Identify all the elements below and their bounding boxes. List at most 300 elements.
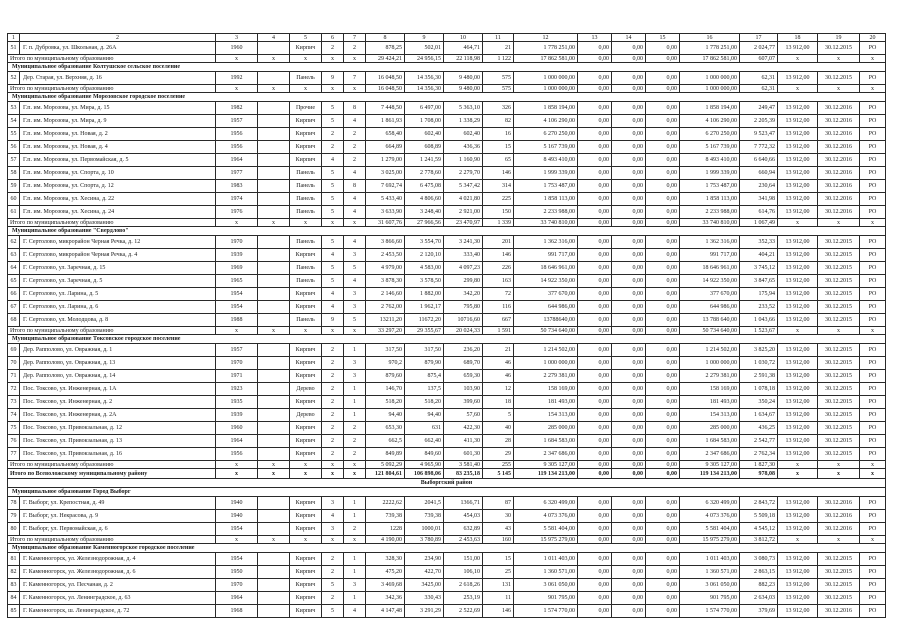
table-cell: 1 030,72 xyxy=(740,357,778,370)
table-cell: 0,00 xyxy=(578,566,612,579)
table-cell: 575 xyxy=(483,72,514,85)
table-cell: 150 xyxy=(483,206,514,219)
table-cell: 0,00 xyxy=(612,553,646,566)
table-cell: 436,25 xyxy=(740,422,778,435)
section-heading-row xyxy=(8,63,886,72)
total-cell: 15 975 279,00 xyxy=(514,536,578,544)
total-cell: 1 591 xyxy=(483,327,514,335)
table-cell xyxy=(258,180,290,193)
table-cell: 30.12.2015 xyxy=(818,344,860,357)
table-cell: РО xyxy=(860,422,886,435)
subtotal-row xyxy=(8,85,886,93)
table-cell: 16 048,50 xyxy=(366,72,405,85)
table-cell xyxy=(258,301,290,314)
table-cell: 30.12.2015 xyxy=(818,566,860,579)
table-cell: 4 xyxy=(322,288,344,301)
table-cell xyxy=(258,141,290,154)
table-cell: 0,00 xyxy=(612,497,646,510)
address-cell: Дер. Рапполово, ул. Овражная, д. 1 xyxy=(20,344,216,357)
total-label: Итого по Всеволожскому муниципальному району xyxy=(8,469,216,479)
table-cell: 146,70 xyxy=(366,383,405,396)
table-cell: 1982 xyxy=(216,102,258,115)
table-cell: 154 313,00 xyxy=(680,409,740,422)
table-cell: 94,40 xyxy=(366,409,405,422)
table-cell: 0,00 xyxy=(646,605,680,618)
table-cell: 1 360 571,00 xyxy=(680,566,740,579)
table-cell: 82 xyxy=(483,115,514,128)
table-row xyxy=(8,422,886,435)
section-heading: Муниципальное образование "Свердлово" xyxy=(8,227,886,236)
table-cell: 0,00 xyxy=(612,154,646,167)
table-cell: 3425,00 xyxy=(405,579,444,592)
table-cell: 13 912,00 xyxy=(778,422,818,435)
table-cell: Панель xyxy=(290,193,322,206)
table-cell: 0,00 xyxy=(646,523,680,536)
table-cell: 2 024,77 xyxy=(740,42,778,55)
table-cell xyxy=(258,357,290,370)
table-cell: 0,00 xyxy=(578,422,612,435)
table-cell: 69 xyxy=(8,344,20,357)
table-cell: 62,31 xyxy=(740,72,778,85)
total-cell: х xyxy=(258,327,290,335)
total-cell: х xyxy=(216,461,258,469)
table-cell: 1940 xyxy=(216,510,258,523)
table-cell: 30.12.2015 xyxy=(818,579,860,592)
total-cell: х xyxy=(290,85,322,93)
table-cell: 5 xyxy=(322,605,344,618)
table-cell: 46 xyxy=(483,357,514,370)
table-cell: 0,00 xyxy=(612,566,646,579)
total-cell: 106 898,06 xyxy=(405,469,444,479)
total-cell: х xyxy=(818,85,860,93)
table-cell: 13 912,00 xyxy=(778,275,818,288)
table-row xyxy=(8,193,886,206)
table-cell: 4 097,23 xyxy=(444,262,483,275)
table-cell: 1 360 571,00 xyxy=(514,566,578,579)
table-cell: 0,00 xyxy=(646,249,680,262)
table-cell: РО xyxy=(860,592,886,605)
total-cell: х xyxy=(290,461,322,469)
table-cell: 73 xyxy=(8,396,20,409)
total-cell: 1 000 000,00 xyxy=(514,85,578,93)
table-cell: РО xyxy=(860,510,886,523)
table-cell: 233,52 xyxy=(740,301,778,314)
total-cell: х xyxy=(258,55,290,63)
table-cell: 13 912,00 xyxy=(778,249,818,262)
table-cell: 7 772,32 xyxy=(740,141,778,154)
table-cell: 518,20 xyxy=(366,396,405,409)
table-cell: 2 xyxy=(322,566,344,579)
table-cell: 341,98 xyxy=(740,193,778,206)
table-cell: 0,00 xyxy=(578,115,612,128)
total-cell: х xyxy=(258,85,290,93)
total-cell: х xyxy=(860,55,886,63)
table-cell: 2 522,69 xyxy=(444,605,483,618)
table-cell: 103,90 xyxy=(444,383,483,396)
column-number: 18 xyxy=(778,34,818,42)
table-cell xyxy=(258,236,290,249)
table-cell: РО xyxy=(860,102,886,115)
table-cell: 0,00 xyxy=(646,236,680,249)
table-cell: 15 xyxy=(483,141,514,154)
table-cell: 3 080,73 xyxy=(740,553,778,566)
table-cell: 63 xyxy=(8,249,20,262)
table-cell: 2 xyxy=(344,435,366,448)
table-cell: 59 xyxy=(8,180,20,193)
table-cell: 2 279 381,00 xyxy=(514,370,578,383)
table-cell: 13 912,00 xyxy=(778,167,818,180)
table-cell: 30.12.2015 xyxy=(818,435,860,448)
table-cell xyxy=(258,154,290,167)
table-cell: 163 xyxy=(483,275,514,288)
total-cell: 2 453,63 xyxy=(444,536,483,544)
table-cell: 901 795,00 xyxy=(680,592,740,605)
total-cell: х xyxy=(344,469,366,479)
total-cell: 4 965,90 xyxy=(405,461,444,469)
column-number: 7 xyxy=(344,34,366,42)
table-cell: 6 640,66 xyxy=(740,154,778,167)
total-cell: 31 607,76 xyxy=(366,219,405,227)
table-cell: 3 554,70 xyxy=(405,236,444,249)
table-cell: 13 912,00 xyxy=(778,497,818,510)
total-cell: х xyxy=(818,219,860,227)
table-row xyxy=(8,154,886,167)
table-cell: 2 xyxy=(344,42,366,55)
table-cell: 0,00 xyxy=(612,262,646,275)
table-cell: 9 480,00 xyxy=(444,72,483,85)
table-cell: 2 279 381,00 xyxy=(680,370,740,383)
total-cell: х xyxy=(290,327,322,335)
table-cell: 7 448,50 xyxy=(366,102,405,115)
total-label: Итого по муниципальному образованию xyxy=(8,536,216,544)
address-cell: Пос. Токсово, ул. Привокзальная, д. 12 xyxy=(20,422,216,435)
table-cell: 0,00 xyxy=(612,448,646,461)
table-cell: 0,00 xyxy=(646,370,680,383)
table-cell: 2 542,77 xyxy=(740,435,778,448)
table-cell xyxy=(258,370,290,383)
table-cell: 0,00 xyxy=(612,288,646,301)
table-cell: 13 912,00 xyxy=(778,370,818,383)
table-row xyxy=(8,497,886,510)
table-cell: 40 xyxy=(483,422,514,435)
table-cell: 2 634,03 xyxy=(740,592,778,605)
table-cell: РО xyxy=(860,523,886,536)
table-cell: 1 778 251,00 xyxy=(680,42,740,55)
table-cell: 0,00 xyxy=(578,180,612,193)
table-cell: 9 523,47 xyxy=(740,128,778,141)
total-cell: х xyxy=(322,55,344,63)
section-heading-row xyxy=(8,488,886,497)
table-cell: Кирпич xyxy=(290,592,322,605)
table-cell: 0,00 xyxy=(612,510,646,523)
table-cell: 632,89 xyxy=(444,523,483,536)
table-cell: 5 xyxy=(322,102,344,115)
subtotal-row xyxy=(8,461,886,469)
table-cell: 4 806,60 xyxy=(405,193,444,206)
table-cell: 0,00 xyxy=(578,435,612,448)
column-number: 9 xyxy=(405,34,444,42)
column-number: 1 xyxy=(8,34,20,42)
table-cell: 30.12.2016 xyxy=(818,605,860,618)
table-cell xyxy=(258,422,290,435)
table-cell: 3 061 050,00 xyxy=(680,579,740,592)
table-cell: Панель xyxy=(290,180,322,193)
total-cell: 121 804,61 xyxy=(366,469,405,479)
total-label: Итого по муниципальному образованию xyxy=(8,219,216,227)
table-cell: 0,00 xyxy=(612,301,646,314)
table-cell: 3 825,20 xyxy=(740,344,778,357)
table-cell: 2 xyxy=(322,383,344,396)
total-cell: 0,00 xyxy=(578,461,612,469)
table-cell: 65 xyxy=(8,275,20,288)
table-cell: 0,00 xyxy=(646,357,680,370)
table-cell: 0,00 xyxy=(578,383,612,396)
table-cell: 2 xyxy=(344,523,366,536)
table-cell xyxy=(258,102,290,115)
table-cell: 1971 xyxy=(216,370,258,383)
table-cell: 30.12.2016 xyxy=(818,523,860,536)
table-cell: 1 xyxy=(344,396,366,409)
table-row xyxy=(8,262,886,275)
table-cell: 1964 xyxy=(216,154,258,167)
total-cell: 0,00 xyxy=(578,536,612,544)
total-cell: 575 xyxy=(483,85,514,93)
table-cell: 13 912,00 xyxy=(778,206,818,219)
subtotal-row xyxy=(8,55,886,63)
table-cell: 0,00 xyxy=(646,154,680,167)
table-cell: 81 xyxy=(8,553,20,566)
table-cell xyxy=(258,288,290,301)
table-cell: 1 962,17 xyxy=(405,301,444,314)
table-cell: 5 xyxy=(322,115,344,128)
table-cell: 739,38 xyxy=(366,510,405,523)
table-cell: 1954 xyxy=(216,288,258,301)
table-cell: 8 493 410,00 xyxy=(514,154,578,167)
table-cell: РО xyxy=(860,206,886,219)
table-cell: 1970 xyxy=(216,236,258,249)
total-cell: 0,00 xyxy=(646,219,680,227)
total-cell: х xyxy=(258,536,290,544)
table-cell: Панель xyxy=(290,167,322,180)
table-cell: 7 xyxy=(344,72,366,85)
table-cell: 1 011 403,00 xyxy=(680,553,740,566)
section-heading: Муниципальное образование Токсовское городское поселение xyxy=(8,335,886,344)
table-cell xyxy=(258,275,290,288)
table-cell: 76 xyxy=(8,435,20,448)
table-cell: 1 xyxy=(344,497,366,510)
table-cell: 659,30 xyxy=(444,370,483,383)
table-row xyxy=(8,141,886,154)
table-cell: 1 338,29 xyxy=(444,115,483,128)
table-cell: 4 583,00 xyxy=(405,262,444,275)
total-cell: 22 118,98 xyxy=(444,55,483,63)
total-label: Итого по муниципальному образованию xyxy=(8,327,216,335)
table-cell: 1 214 502,00 xyxy=(514,344,578,357)
table-cell: РО xyxy=(860,344,886,357)
table-cell: 3 469,68 xyxy=(366,579,405,592)
table-cell: 1 043,66 xyxy=(740,314,778,327)
table-cell: 0,00 xyxy=(578,409,612,422)
section-heading: Муниципальное образование Каменногорское городское поселение xyxy=(8,544,886,553)
table-cell: Дерево xyxy=(290,409,322,422)
table-cell: 2 xyxy=(322,42,344,55)
total-label: Итого по муниципальному образованию xyxy=(8,85,216,93)
total-cell: 29 355,67 xyxy=(405,327,444,335)
total-cell: х xyxy=(290,536,322,544)
table-row xyxy=(8,344,886,357)
table-cell: 13 912,00 xyxy=(778,553,818,566)
column-number: 13 xyxy=(578,34,612,42)
address-cell: Пос. Токсово, ул. Инженерная, д. 1А xyxy=(20,383,216,396)
total-cell: 0,00 xyxy=(646,85,680,93)
table-cell: 9 xyxy=(322,72,344,85)
table-cell: 0,00 xyxy=(646,396,680,409)
table-cell: 225 xyxy=(483,193,514,206)
table-cell: 181 493,00 xyxy=(514,396,578,409)
table-row xyxy=(8,409,886,422)
table-cell: Кирпич xyxy=(290,344,322,357)
table-cell: 0,00 xyxy=(612,605,646,618)
table-cell: 1974 xyxy=(216,193,258,206)
total-cell: 0,00 xyxy=(578,85,612,93)
table-cell: 5 363,10 xyxy=(444,102,483,115)
table-cell: 71 xyxy=(8,370,20,383)
table-cell: 72 xyxy=(8,383,20,396)
table-cell: РО xyxy=(860,553,886,566)
table-cell: Кирпич xyxy=(290,357,322,370)
table-cell: 342,36 xyxy=(366,592,405,605)
table-cell: 1 xyxy=(344,409,366,422)
table-cell: 1 574 770,00 xyxy=(680,605,740,618)
total-cell: 29 424,21 xyxy=(366,55,405,63)
address-cell: Г. п. Дубровка, ул. Школьная, д. 26А xyxy=(20,42,216,55)
table-cell: 85 xyxy=(8,605,20,618)
table-cell: 4 106 290,00 xyxy=(680,115,740,128)
table-cell: 3 xyxy=(344,301,366,314)
table-cell: 13 912,00 xyxy=(778,566,818,579)
table-cell: 1 000 000,00 xyxy=(680,357,740,370)
table-cell: 62 xyxy=(8,236,20,249)
table-cell: 1950 xyxy=(216,566,258,579)
table-cell: 5 433,40 xyxy=(366,193,405,206)
table-cell: 30.12.2016 xyxy=(818,497,860,510)
column-number: 4 xyxy=(258,34,290,42)
table-cell: 30.12.2015 xyxy=(818,301,860,314)
section-heading: Муниципальное образование Колтушское сельское поселение xyxy=(8,63,886,72)
table-cell xyxy=(258,344,290,357)
table-cell: 94,40 xyxy=(405,409,444,422)
table-cell: 30 xyxy=(483,510,514,523)
table-cell: 1 634,67 xyxy=(740,409,778,422)
total-cell: х xyxy=(818,536,860,544)
table-cell: 795,80 xyxy=(444,301,483,314)
table-cell: 6 320 499,00 xyxy=(514,497,578,510)
address-cell: Г. Сертолово, ул. Ларина, д. 5 xyxy=(20,288,216,301)
table-cell: 1 861,93 xyxy=(366,115,405,128)
table-row xyxy=(8,448,886,461)
table-cell xyxy=(258,566,290,579)
total-cell: х xyxy=(818,469,860,479)
column-number: 8 xyxy=(366,34,405,42)
table-cell: РО xyxy=(860,115,886,128)
table-cell: 879,60 xyxy=(366,370,405,383)
table-cell: 0,00 xyxy=(646,102,680,115)
table-cell: 342,20 xyxy=(444,288,483,301)
table-cell: 3 847,65 xyxy=(740,275,778,288)
table-cell: РО xyxy=(860,180,886,193)
table-cell: 30.12.2015 xyxy=(818,422,860,435)
total-cell: 0,00 xyxy=(612,327,646,335)
address-cell: Г. Сертолово, ул. Молодцова, д. 8 xyxy=(20,314,216,327)
table-cell: 30.12.2016 xyxy=(818,154,860,167)
table-cell: 30.12.2015 xyxy=(818,288,860,301)
table-cell: 13 912,00 xyxy=(778,262,818,275)
table-cell: 0,00 xyxy=(646,301,680,314)
total-cell: 9 305 127,00 xyxy=(680,461,740,469)
register-sheet xyxy=(7,33,886,618)
table-cell: 14 922 350,00 xyxy=(680,275,740,288)
table-cell: 2 618,26 xyxy=(444,579,483,592)
table-cell: РО xyxy=(860,566,886,579)
table-cell: 56 xyxy=(8,141,20,154)
total-cell: 0,00 xyxy=(578,55,612,63)
table-cell: 60 xyxy=(8,193,20,206)
table-cell: 0,00 xyxy=(578,154,612,167)
table-cell: 16 xyxy=(483,128,514,141)
table-cell: 43 xyxy=(483,523,514,536)
table-cell: 226 xyxy=(483,262,514,275)
table-cell: 8 xyxy=(344,102,366,115)
table-cell xyxy=(258,72,290,85)
table-cell: 30.12.2016 xyxy=(818,102,860,115)
table-cell: 1957 xyxy=(216,344,258,357)
table-cell: 5 xyxy=(322,236,344,249)
table-cell: 2 xyxy=(322,396,344,409)
table-cell: 13 912,00 xyxy=(778,523,818,536)
table-cell: 13 912,00 xyxy=(778,288,818,301)
total-cell: 5 145 xyxy=(483,469,514,479)
table-cell: Кирпич xyxy=(290,288,322,301)
table-cell: РО xyxy=(860,396,886,409)
table-cell: 21 xyxy=(483,42,514,55)
table-cell: 13 912,00 xyxy=(778,301,818,314)
table-cell: 1956 xyxy=(216,141,258,154)
total-cell: 5 092,29 xyxy=(366,461,405,469)
total-cell: 27 966,56 xyxy=(405,219,444,227)
table-cell: 0,00 xyxy=(646,193,680,206)
table-cell: 0,00 xyxy=(646,180,680,193)
table-cell: 399,60 xyxy=(444,396,483,409)
table-cell: 30.12.2015 xyxy=(818,275,860,288)
table-cell: 0,00 xyxy=(612,579,646,592)
table-cell: 64 xyxy=(8,262,20,275)
total-cell: х xyxy=(860,327,886,335)
table-cell: 4 xyxy=(322,249,344,262)
table-cell: 1 xyxy=(344,553,366,566)
table-cell: 991 717,00 xyxy=(680,249,740,262)
table-cell: 13 912,00 xyxy=(778,448,818,461)
table-cell: 1 000 000,00 xyxy=(514,72,578,85)
table-cell: РО xyxy=(860,167,886,180)
address-cell: Г. Выборг, ул. Первомайская, д. 6 xyxy=(20,523,216,536)
total-cell: х xyxy=(322,469,344,479)
table-cell: 3 248,40 xyxy=(405,206,444,219)
table-cell: 75 xyxy=(8,422,20,435)
table-cell: Кирпич xyxy=(290,249,322,262)
table-cell: 0,00 xyxy=(612,206,646,219)
table-cell: 1992 xyxy=(216,72,258,85)
table-cell xyxy=(258,383,290,396)
